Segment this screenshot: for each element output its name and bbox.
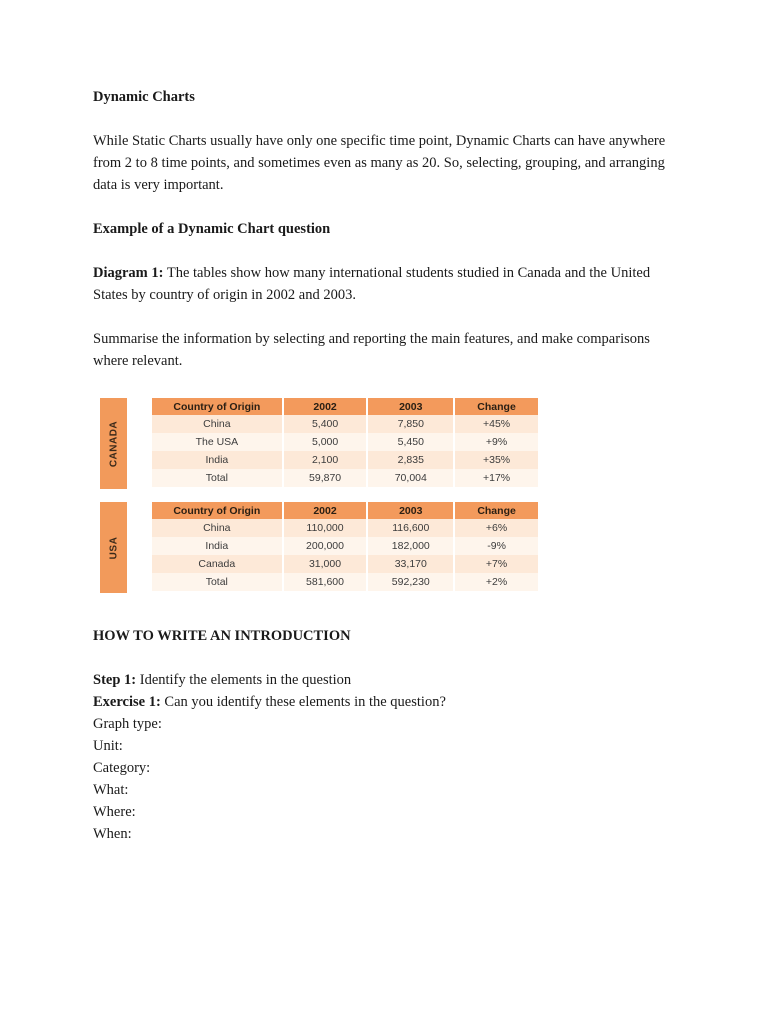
- usa-side-label: USA: [100, 502, 127, 593]
- column-header: Change: [454, 502, 538, 519]
- column-header: Country of Origin: [152, 398, 283, 415]
- table-row: [152, 519, 538, 537]
- element-unit: Unit:: [93, 738, 123, 754]
- table-cell: Total: [152, 573, 283, 591]
- table-cell: The USA: [152, 433, 283, 451]
- table-cell: 116,600: [367, 519, 454, 537]
- table-cell: 2,835: [367, 451, 454, 469]
- element-category: Category:: [93, 760, 151, 776]
- instruction-text: Summarise the information by selecting and reporting the main features, and make comparisons where relevant.: [93, 331, 650, 369]
- diagram-text: The tables show how many international students studied in Canada and the United States by country of origin in 2002 and 2003.: [93, 265, 651, 303]
- table-cell: China: [152, 519, 283, 537]
- table-cell: 5,400: [283, 415, 368, 433]
- usa-table: [152, 502, 538, 591]
- diagram-description: [93, 262, 683, 306]
- column-header: 2003: [367, 398, 454, 415]
- table-cell: 7,850: [367, 415, 454, 433]
- section-title: Dynamic Charts: [93, 89, 195, 105]
- table-cell: 70,004: [367, 469, 454, 487]
- table-cell: China: [152, 415, 283, 433]
- table-cell: 2,100: [283, 451, 368, 469]
- step-1-text: Identify the elements in the question: [139, 672, 352, 688]
- table-cell: +7%: [454, 555, 538, 573]
- column-header: 2002: [283, 502, 368, 519]
- canada-table: [152, 398, 538, 487]
- column-header: Country of Origin: [152, 502, 283, 519]
- table-cell: 5,450: [367, 433, 454, 451]
- table-row: [152, 537, 538, 555]
- intro-paragraph: While Static Charts usually have only one specific time point, Dynamic Charts can have anywhere from 2 to 8 time points, and sometimes even as many as 20. So, selecting, grouping, and arranging data is very important.: [93, 133, 666, 193]
- step-1: [93, 669, 683, 691]
- element-where: Where:: [93, 804, 136, 820]
- element-when: When:: [93, 826, 132, 842]
- table-cell: 33,170: [367, 555, 454, 573]
- table-row: [152, 469, 538, 487]
- table-cell: +2%: [454, 573, 538, 591]
- exercise-1-text: Can you identify these elements in the question?: [164, 694, 446, 710]
- diagram-label: Diagram 1:: [93, 265, 164, 281]
- element-what: What:: [93, 782, 129, 798]
- tables-figure: [100, 398, 540, 606]
- table-row: [152, 451, 538, 469]
- table-header-row: [152, 502, 538, 519]
- table-cell: 592,230: [367, 573, 454, 591]
- how-to-heading: HOW TO WRITE AN INTRODUCTION: [93, 628, 351, 644]
- table-row: [152, 555, 538, 573]
- table-cell: +45%: [454, 415, 538, 433]
- table-cell: 182,000: [367, 537, 454, 555]
- table-cell: 31,000: [283, 555, 368, 573]
- table-cell: India: [152, 537, 283, 555]
- introduction-section: [93, 625, 683, 845]
- table-cell: +6%: [454, 519, 538, 537]
- table-cell: Total: [152, 469, 283, 487]
- column-header: 2002: [283, 398, 368, 415]
- step-1-label: Step 1:: [93, 672, 137, 688]
- column-header: Change: [454, 398, 538, 415]
- table-cell: +17%: [454, 469, 538, 487]
- table-cell: 200,000: [283, 537, 368, 555]
- usa-table-block: [100, 502, 540, 593]
- table-cell: 110,000: [283, 519, 368, 537]
- table-row: [152, 433, 538, 451]
- canada-table-block: [100, 398, 540, 489]
- element-graph-type: Graph type:: [93, 716, 162, 732]
- table-row: [152, 573, 538, 591]
- table-header-row: [152, 398, 538, 415]
- table-cell: 581,600: [283, 573, 368, 591]
- table-cell: 59,870: [283, 469, 368, 487]
- exercise-1: [93, 691, 683, 713]
- canada-side-label: CANADA: [100, 398, 127, 489]
- exercise-1-label: Exercise 1:: [93, 694, 161, 710]
- table-cell: +35%: [454, 451, 538, 469]
- table-cell: 5,000: [283, 433, 368, 451]
- table-cell: -9%: [454, 537, 538, 555]
- table-cell: +9%: [454, 433, 538, 451]
- document-page: [93, 86, 683, 372]
- column-header: 2003: [367, 502, 454, 519]
- table-cell: Canada: [152, 555, 283, 573]
- example-heading: Example of a Dynamic Chart question: [93, 221, 331, 237]
- table-cell: India: [152, 451, 283, 469]
- table-row: [152, 415, 538, 433]
